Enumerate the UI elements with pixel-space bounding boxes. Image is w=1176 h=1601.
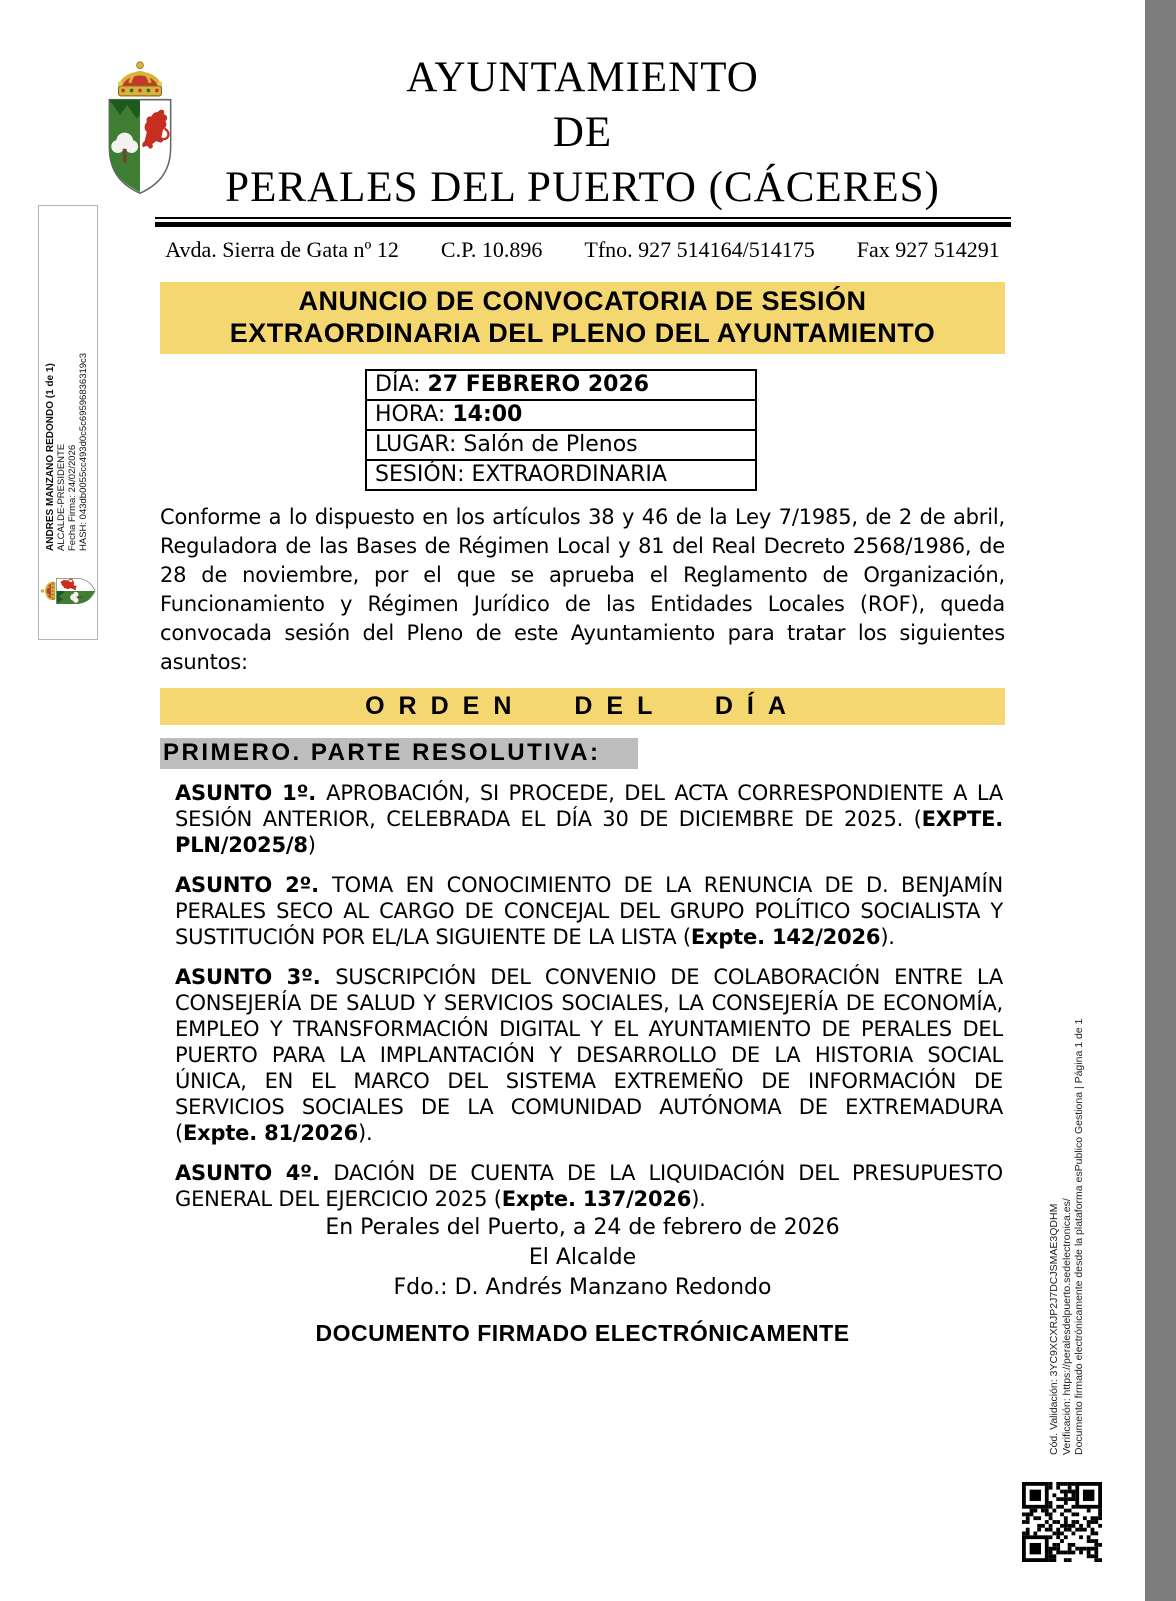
address-fax: Fax 927 514291 bbox=[856, 237, 1000, 262]
announcement-banner bbox=[160, 282, 1005, 354]
row-value: 27 FEBRERO 2026 bbox=[427, 372, 650, 397]
address-phone: Tfno. 927 514164/514175 bbox=[584, 237, 815, 262]
orden-del-dia-heading: ORDEN DEL DÍA bbox=[160, 688, 1005, 725]
section-heading: PRIMERO. PARTE RESOLUTIVA: bbox=[160, 738, 638, 769]
viewer-background-strip bbox=[1145, 0, 1176, 1601]
qr-code-icon bbox=[1022, 1482, 1102, 1562]
agenda-item: ASUNTO 4º. DACIÓN DE CUENTA DE LA LIQUIDACIÓN DEL PRESUPUESTO GENERAL DEL EJERCICIO 2025 (Expte. 137/2026). bbox=[175, 1161, 1003, 1211]
electronic-signature-notice: DOCUMENTO FIRMADO ELECTRÓNICAMENTE bbox=[315, 1320, 850, 1346]
agenda-item: ASUNTO 3º. SUSCRIPCIÓN DEL CONVENIO DE COLABORACIÓN ENTRE LA CONSEJERÍA DE SALUD Y SERVICIOS SOCIALES, LA CONSEJERÍA DE ECONOMÍA, EMPLEO Y TRANSFORMACIÓN DIGITAL Y EL AYUNTAMIENTO DE PERALES DEL PUERTO PARA LA IMPLANTACIÓN Y DESARROLLO DE LA HISTORIA SOCIAL ÚNICA, EN EL MARCO DEL SISTEMA EXTREMEÑO DE INFORMACIÓN DE SERVICIOS SOCIALES DE LA COMUNIDAD AUTÓNOMA DE EXTREMADURA (Expte. 81/2026). bbox=[175, 965, 1003, 1145]
banner-line-1: ANUNCIO DE CONVOCATORIA DE SESIÓN bbox=[298, 286, 867, 316]
row-label: LUGAR: bbox=[375, 432, 464, 457]
table-row-lugar bbox=[366, 430, 756, 460]
validation-code: Cód. Validación: 3YC9XCXRJP2J7DCJSMAE3QDHM bbox=[1048, 1203, 1060, 1455]
header-divider bbox=[155, 217, 1011, 227]
banner-line-2: EXTRAORDINARIA DEL PLENO DEL AYUNTAMIENTO bbox=[229, 318, 936, 348]
closing-place-date: En Perales del Puerto, a 24 de febrero de 2026 bbox=[325, 1215, 840, 1240]
row-label: HORA: bbox=[375, 402, 453, 427]
verification-url: Verificación: https://peralesdelpuerto.sedelectronica.es/ bbox=[1060, 1198, 1073, 1455]
intro-paragraph: Conforme a lo dispuesto en los artículos 38 y 46 de la Ley 7/1985, de 2 de abril, Reguladora de las Bases de Régimen Local y 81 del Real Decreto 2568/1986, de 28 de noviembre, por el que se aprueba el Reglamento de Organización, Funcionamiento y Régimen Jurídico de las Entidades Locales (ROF), queda convocada sesión del Pleno de este Ayuntamiento para tratar los siguientes asuntos: bbox=[160, 505, 1005, 674]
page-title bbox=[160, 50, 1005, 215]
signer-name: ANDRES MANZANO REDONDO (1 de 1) bbox=[45, 363, 56, 551]
agenda-items bbox=[175, 780, 1003, 1226]
closing-role: El Alcalde bbox=[528, 1245, 637, 1270]
agenda-item: ASUNTO 2º. TOMA EN CONOCIMIENTO DE LA RENUNCIA DE D. BENJAMÍN PERALES SECO AL CARGO DE CONCEJAL DEL GRUPO POLÍTICO SOCIALISTA Y SUSTITUCIÓN POR EL/LA SIGUIENTE DE LA LISTA (Expte. 142/2026). bbox=[175, 873, 1003, 949]
row-value: 14:00 bbox=[452, 402, 523, 427]
table-row-hora bbox=[366, 400, 756, 430]
table-row-sesion bbox=[366, 460, 756, 490]
sidebar-coat-of-arms-icon bbox=[35, 558, 99, 624]
address-street: Avda. Sierra de Gata nº 12 bbox=[165, 237, 399, 262]
validation-sidebar bbox=[1048, 963, 1086, 1455]
signature-sidebar bbox=[38, 205, 98, 640]
title-line-1: AYUNTAMIENTO bbox=[406, 54, 759, 101]
row-label: DÍA: bbox=[375, 372, 428, 397]
row-value: Salón de Plenos bbox=[463, 432, 638, 457]
signature-sidebar-text bbox=[45, 291, 89, 551]
address-postal-code: C.P. 10.896 bbox=[440, 237, 543, 262]
title-line-3: PERALES DEL PUERTO (CÁCERES) bbox=[225, 164, 940, 211]
signer-role: ALCALDE-PRESIDENTE bbox=[56, 443, 67, 551]
agenda-item: ASUNTO 1º. APROBACIÓN, SI PROCEDE, DEL ACTA CORRESPONDIENTE A LA SESIÓN ANTERIOR, CELEBRADA EL DÍA 30 DE DICIEMBRE DE 2025. (EXPTE. PLN/2025/8) bbox=[175, 781, 1003, 857]
title-line-2: DE bbox=[552, 109, 613, 156]
table-row-dia bbox=[366, 370, 756, 400]
session-info-table bbox=[365, 369, 757, 491]
closing-signatory: Fdo.: D. Andrés Manzano Redondo bbox=[393, 1275, 772, 1300]
signature-date: Fecha Firma: 24/02/2026 bbox=[67, 444, 78, 551]
row-value: EXTRAORDINARIA bbox=[471, 462, 667, 487]
platform-note: Documento firmado electrónicamente desde la plataforma esPublico Gestiona | Página 1 de 1 bbox=[1073, 1018, 1085, 1455]
closing-block bbox=[160, 1213, 1005, 1303]
signature-hash: HASH: 043db0055cc493d0c5c69596836319c3 bbox=[78, 352, 89, 551]
row-label: SESIÓN: bbox=[375, 462, 472, 487]
address-line bbox=[160, 237, 1005, 263]
